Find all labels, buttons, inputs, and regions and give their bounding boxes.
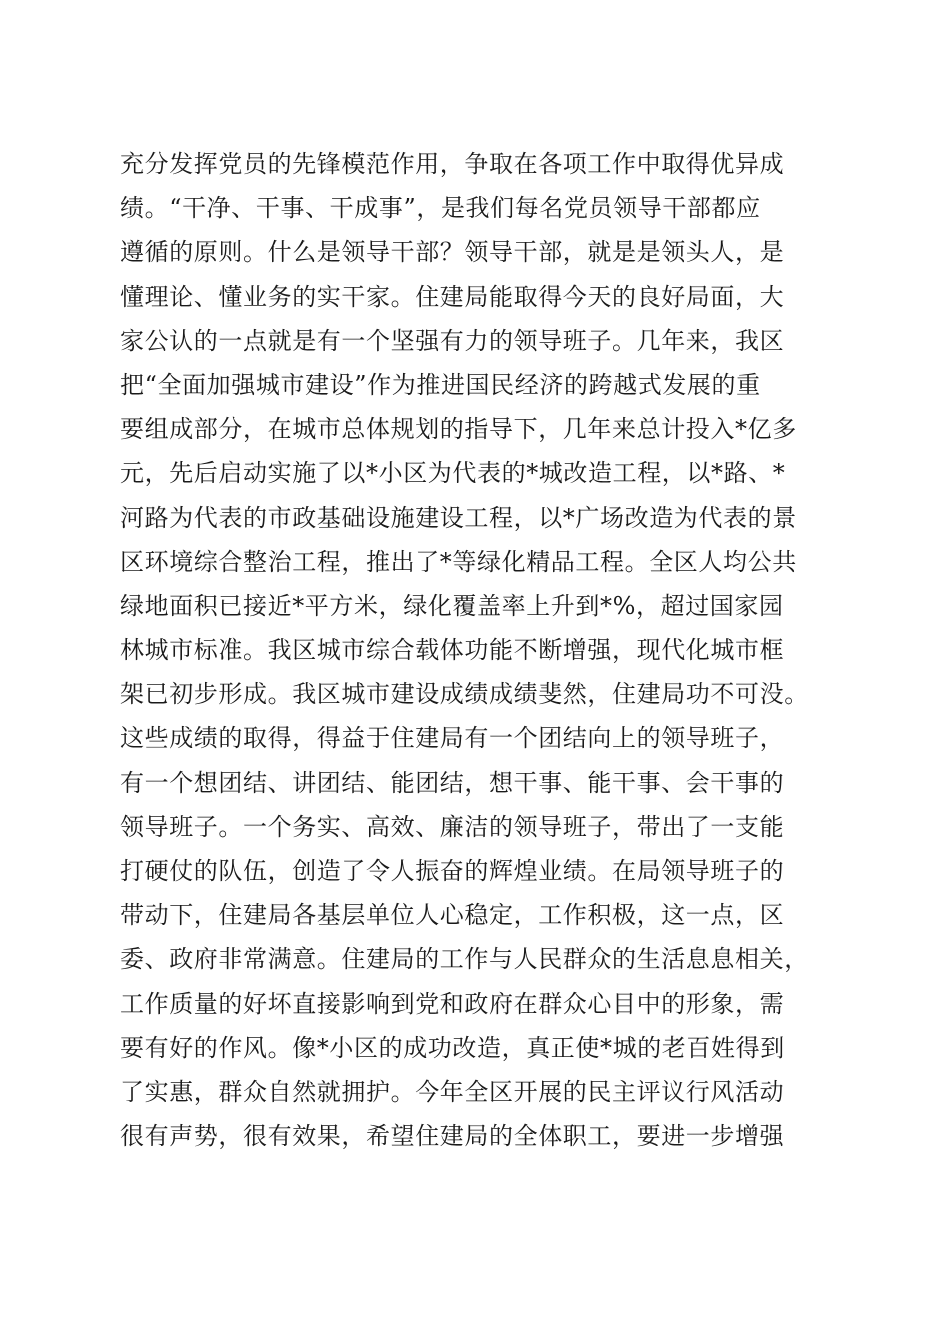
text-line: 家公认的一点就是有一个坚强有力的领导班子。几年来，我区 (120, 326, 785, 355)
text-line: 打硬仗的队伍，创造了令人振奋的辉煌业绩。在局领导班子的 (120, 857, 785, 885)
text-line: 有一个想团结、讲团结、能团结，想干事、能干事、会干事的 (120, 768, 785, 797)
text-line: 懂理论、懂业务的实干家。住建局能取得今天的良好局面，大 (120, 282, 785, 311)
text-line: 元，先后启动实施了以*小区为代表的*城改造工程，以*路、* (120, 459, 786, 488)
text-line: 绿地面积已接近*平方米，绿化覆盖率上升到*%，超过国家园 (120, 591, 784, 620)
text-line: 要组成部分，在城市总体规划的指导下，几年来总计投入*亿多 (120, 415, 797, 444)
text-line: 要有好的作风。像*小区的成功改造，真正使*城的老百姓得到 (120, 1033, 785, 1062)
text-line: 充分发挥党员的先锋模范作用，争取在各项工作中取得优异成 (120, 150, 785, 178)
text-line: 了实惠，群众自然就拥护。今年全区开展的民主评议行风活动 (120, 1077, 785, 1106)
text-line: 把“全面加强城市建设”作为推进国民经济的跨越式发展的重 (120, 370, 761, 399)
text-line: 区环境综合整治工程，推出了*等绿化精品工程。全区人均公共 (120, 547, 797, 576)
text-line: 遵循的原则。什么是领导干部？领导干部，就是是领头人，是 (120, 238, 785, 267)
text-line: 这些成绩的取得，得益于住建局有一个团结向上的领导班子， (120, 724, 785, 753)
text-line: 架已初步形成。我区城市建设成绩成绩斐然，住建局功不可没。 (120, 680, 809, 709)
body-text (120, 142, 840, 1158)
text-line: 绩。“干净、干事、干成事”，是我们每名党员领导干部都应 (120, 194, 761, 223)
text-line: 委、政府非常满意。住建局的工作与人民群众的生活息息相关， (120, 945, 809, 974)
text-line: 带动下，住建局各基层单位人心稳定，工作积极，这一点，区 (120, 901, 785, 930)
text-line: 工作质量的好坏直接影响到党和政府在群众心目中的形象，需 (120, 989, 785, 1018)
text-line: 林城市标准。我区城市综合载体功能不断增强，现代化城市框 (120, 636, 785, 665)
text-line: 很有声势，很有效果，希望住建局的全体职工，要进一步增强 (120, 1122, 785, 1151)
text-line: 领导班子。一个务实、高效、廉洁的领导班子，带出了一支能 (120, 812, 785, 841)
text-line: 河路为代表的市政基础设施建设工程，以*广场改造为代表的景 (120, 503, 797, 532)
